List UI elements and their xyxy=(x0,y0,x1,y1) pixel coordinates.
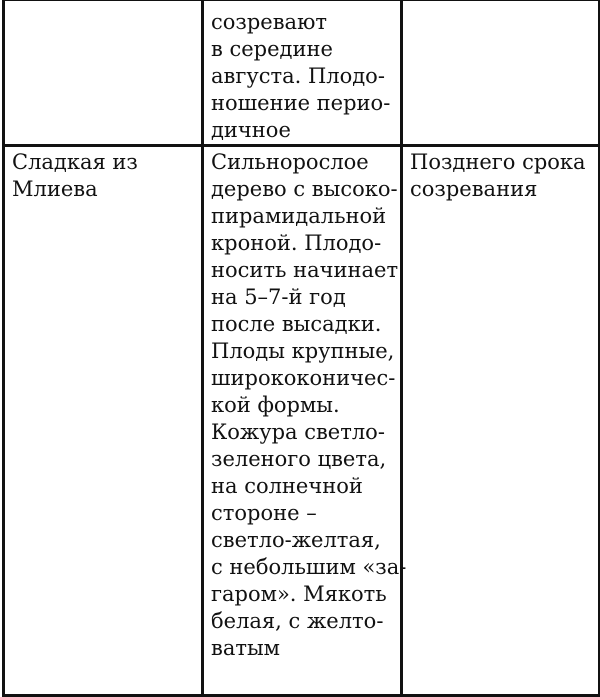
text-line: зеленого цвета, xyxy=(211,447,387,471)
ripening-cell xyxy=(402,146,600,696)
variety-cell xyxy=(4,146,203,696)
text-line: ватым xyxy=(211,636,281,660)
text-line: созревания xyxy=(410,177,538,201)
text-line: стороне – xyxy=(211,501,317,525)
text-line: после высадки. xyxy=(211,312,382,336)
table-row xyxy=(4,0,600,146)
text-line: ношение перио- xyxy=(211,91,391,115)
text-line: созревают xyxy=(211,10,327,34)
text-line: с небольшим «за- xyxy=(211,555,407,579)
text-line: светло-желтая, xyxy=(211,528,381,552)
text-line: дичное xyxy=(211,118,291,142)
description-cell xyxy=(203,146,407,696)
text-line: Сладкая из xyxy=(12,150,138,174)
text-line: Сильнорослое xyxy=(211,150,369,174)
ripening-cell xyxy=(402,0,600,146)
description-cell xyxy=(203,0,402,146)
text-line: белая, с желто- xyxy=(211,609,384,633)
text-line: кроной. Плодо- xyxy=(211,231,382,255)
text-line: Млиева xyxy=(12,177,98,201)
text-line: ширококоничес- xyxy=(211,366,396,390)
text-line: на 5–7-й год xyxy=(211,285,346,309)
text-line: в середине xyxy=(211,37,333,61)
text-line: гаром». Мякоть xyxy=(211,582,387,606)
fruit-variety-table xyxy=(2,0,600,697)
table-row xyxy=(4,146,600,696)
text-line: Позднего срока xyxy=(410,150,586,174)
text-line: Плоды крупные, xyxy=(211,339,395,363)
text-line: августа. Плодо- xyxy=(211,64,385,88)
text-line: пирамидальной xyxy=(211,204,387,228)
text-line: дерево с высоко- xyxy=(211,177,398,201)
text-line: кой формы. xyxy=(211,393,340,417)
text-line: на солнечной xyxy=(211,474,363,498)
variety-cell xyxy=(4,0,203,146)
text-line: Кожура светло- xyxy=(211,420,385,444)
text-line: носить начинает xyxy=(211,258,399,282)
